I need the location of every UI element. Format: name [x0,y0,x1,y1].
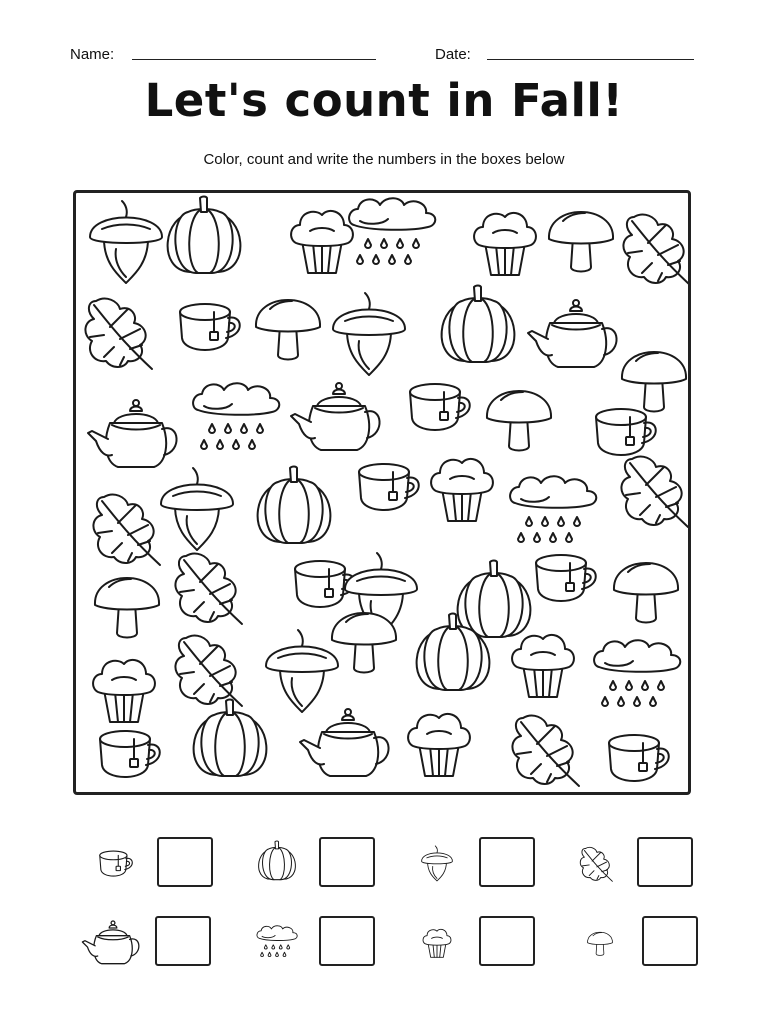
grid-mushroom-icon[interactable] [332,613,396,673]
pumpkin-count-box[interactable] [319,837,375,887]
counting-grid [73,190,691,795]
grid-cup-icon[interactable] [536,555,596,601]
grid-pumpkin-icon[interactable] [442,286,515,363]
grid-cloud-icon[interactable] [594,640,680,706]
cupcake-count-box[interactable] [479,916,535,966]
grid-teapot-icon[interactable] [528,300,617,367]
acorn-count-box[interactable] [479,837,535,887]
grid-teapot-icon[interactable] [291,383,380,450]
leaf-icon [555,828,635,898]
cupcake-icon [397,907,477,977]
cup-icon [75,828,155,898]
grid-cup-icon[interactable] [180,304,240,350]
grid-pumpkin-icon[interactable] [168,197,241,274]
page-title: Let's count in Fall! [144,74,624,127]
grid-cup-icon[interactable] [596,409,656,455]
grid-leaf-icon[interactable] [623,215,688,285]
grid-teapot-icon[interactable] [300,709,389,776]
grid-mushroom-icon[interactable] [549,212,613,272]
grid-cupcake-icon[interactable] [431,459,493,521]
grid-pumpkin-icon[interactable] [458,561,531,638]
grid-leaf-icon[interactable] [93,495,160,565]
date-line[interactable] [487,59,694,60]
grid-cupcake-icon[interactable] [93,660,155,722]
teapot-icon [73,907,153,977]
grid-teapot-icon[interactable] [88,400,177,467]
grid-cupcake-icon[interactable] [291,211,353,273]
instructions: Color, count and write the numbers in the boxes below [203,151,565,168]
grid-mushroom-icon[interactable] [622,352,686,412]
grid-pumpkin-icon[interactable] [194,700,267,777]
grid-acorn-icon[interactable] [90,201,162,283]
grid-cupcake-icon[interactable] [512,635,574,697]
grid-leaf-icon[interactable] [175,554,242,624]
grid-leaf-icon[interactable] [621,457,688,527]
grid-mushroom-icon[interactable] [95,578,159,638]
grid-cloud-icon[interactable] [193,383,279,449]
grid-mushroom-icon[interactable] [614,563,678,623]
grid-cupcake-icon[interactable] [408,714,470,776]
grid-acorn-icon[interactable] [161,468,233,550]
grid-acorn-icon[interactable] [333,293,405,375]
grid-cup-icon[interactable] [609,735,669,781]
rain-cloud-icon [237,907,317,977]
grid-acorn-icon[interactable] [266,630,338,712]
grid-leaf-icon[interactable] [85,299,152,369]
grid-cup-icon[interactable] [410,384,470,430]
grid-pumpkin-icon[interactable] [258,467,331,544]
rain-cloud-count-box[interactable] [319,916,375,966]
grid-cup-icon[interactable] [100,731,160,777]
grid-mushroom-icon[interactable] [256,300,320,360]
leaf-count-box[interactable] [637,837,693,887]
grid-cloud-icon[interactable] [510,476,596,542]
grid-mushroom-icon[interactable] [487,391,551,451]
acorn-icon [397,828,477,898]
mushroom-count-box[interactable] [642,916,698,966]
pumpkin-icon [237,828,317,898]
grid-cupcake-icon[interactable] [474,213,536,275]
grid-cup-icon[interactable] [359,464,419,510]
grid-leaf-icon[interactable] [175,636,242,706]
name-line[interactable] [132,59,376,60]
mushroom-icon [560,907,640,977]
date-label: Date: [435,46,471,63]
teapot-count-box[interactable] [155,916,211,966]
grid-leaf-icon[interactable] [512,716,579,786]
name-label: Name: [70,46,115,63]
cup-count-box[interactable] [157,837,213,887]
grid-cloud-icon[interactable] [349,198,435,264]
